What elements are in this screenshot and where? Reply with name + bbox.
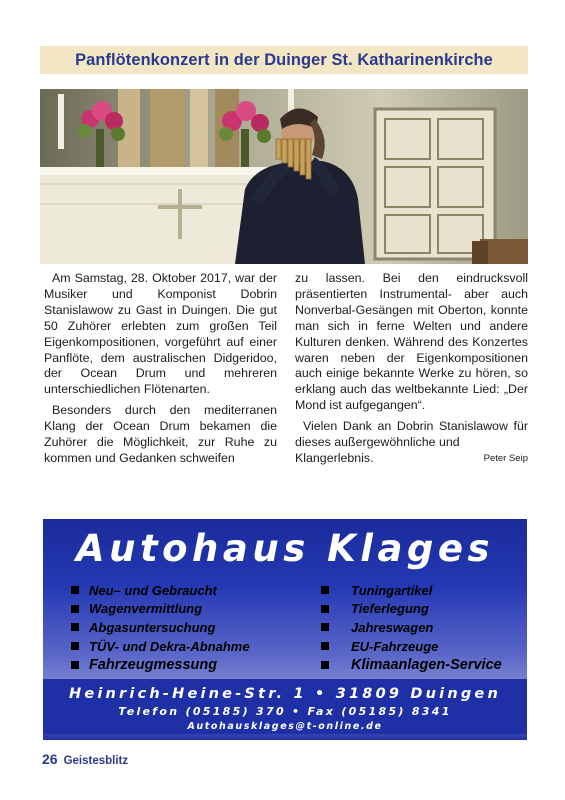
square-bullet-icon [71,623,79,631]
ad-service-label: Neu– und Gebraucht [89,582,217,598]
ad-service-item [321,655,502,674]
ad-service-item [71,581,250,600]
article-column-left [44,271,277,472]
article-last-line [295,451,528,467]
article-text: Besonders durch den mediterranen Klang der Ocean Drum bekamen die Zuhörer die Möglichkeit, zur Ruhe zu kommen und Gedanken schweifen [44,403,277,465]
ad-services-right [321,581,502,674]
ad-service-label: Abgasuntersuchung [89,619,216,635]
ad-service-item [71,600,250,619]
square-bullet-icon [321,661,329,669]
ad-service-item [321,581,502,600]
ad-service-item [71,655,250,674]
article-paragraph [44,403,277,467]
square-bullet-icon [321,642,329,650]
square-bullet-icon [71,642,79,650]
concert-photo [40,89,528,264]
ad-service-label: Wagenvermittlung [89,601,203,617]
article-column-right [295,271,528,472]
ad-service-item [321,600,502,619]
article-text: zu lassen. Bei den eindrucksvoll präsentierten Instrumental- aber auch Nonverbal-Gesängen mit Oberton, konnte man sich in ferne Welten und andere Kulturen denken. Während des Konzertes waren neben der Eigenkompositionen auch einige bekannte Werke zu hören, so erklang auch das weltbekannte Lied: „Der Mond ist aufgegangen“. [295,271,528,413]
page-footer [42,751,128,767]
ad-service-item [71,618,250,637]
ad-phone-fax: Telefon (05185) 370 • Fax (05185) 8341 [118,705,452,718]
square-bullet-icon [321,605,329,613]
ad-service-label: Tieferlegung [351,601,429,617]
article-text: Am Samstag, 28. Oktober 2017, war der Musiker und Komponist Dobrin Stanislawow zu Gast in Duingen. Die gut 50 Zuhörer erlebten zum großen Teil Eigenkompositionen, vorgeführt auf einer Panflöte, dem australischen Didgeridoo, der Ocean Drum und mehreren unterschiedlichen Flötenarten. [44,271,277,397]
article-headline-bar [40,46,528,74]
ad-service-label: Jahreswagen [351,619,434,635]
square-bullet-icon [71,586,79,594]
ad-service-label: Fahrzeugmessung [89,656,218,673]
ad-service-label: Tuningartikel [351,582,433,598]
ad-service-label: EU-Fahrzeuge [351,638,439,654]
ad-address: Heinrich-Heine-Str. 1 • 31809 Duingen [69,686,501,702]
magazine-name: Geistesblitz [63,755,129,767]
ad-service-label: Klimaanlagen-Service [351,656,502,673]
ad-service-item [321,637,502,656]
square-bullet-icon [71,605,79,613]
ad-service-item [71,637,250,656]
square-bullet-icon [321,586,329,594]
author-credit: Peter Seip [483,452,528,464]
square-bullet-icon [321,623,329,631]
advertisement-autohaus [43,519,527,740]
square-bullet-icon [71,661,79,669]
ad-service-label: TÜV- und Dekra-Abnahme [89,638,250,654]
article-headline: Panflötenkonzert in der Duinger St. Katharinenkirche [75,50,493,69]
ad-service-item [321,618,502,637]
ad-title: Autohaus Klages [75,527,495,570]
page-number: 26 [42,751,58,767]
article-paragraph [295,419,528,451]
article-body [44,271,528,472]
article-text: Klangerlebnis. [295,450,374,465]
article-text: Vielen Dank an Dobrin Stanislawow für dieses außergewöhnliche und [295,419,528,450]
ad-services-left [71,581,250,674]
article-paragraph [44,271,277,398]
article-paragraph [295,271,528,414]
panflute-player-illustration [40,89,528,264]
ad-email: Autohausklages@t-online.de [187,721,383,732]
